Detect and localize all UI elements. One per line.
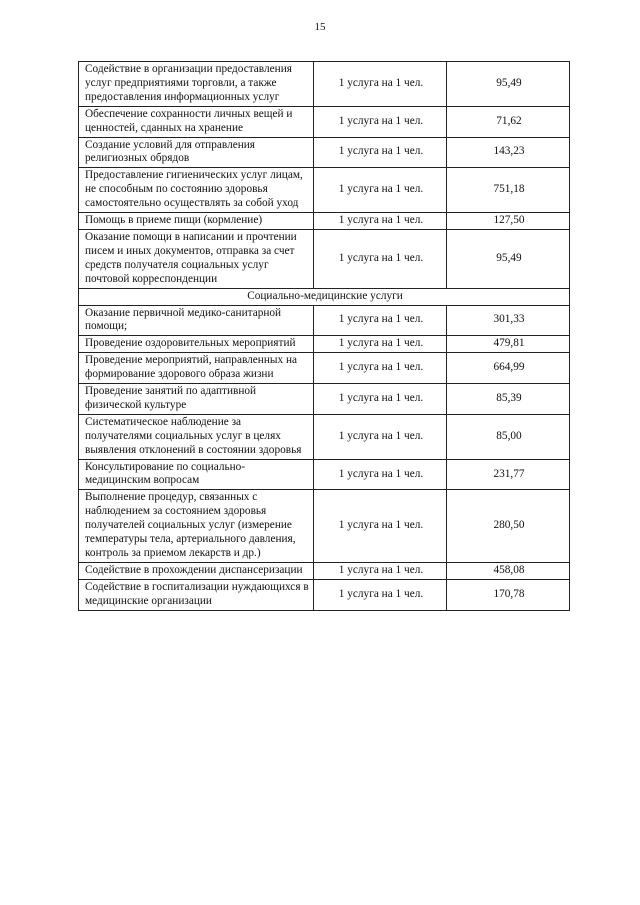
service-price: 143,23 [447, 137, 570, 168]
service-name: Обеспечение сохранности личных вещей и ценностей, сданных на хранение [79, 106, 314, 137]
service-price: 231,77 [447, 459, 570, 490]
service-unit: 1 услуга на 1 чел. [314, 229, 447, 288]
service-name: Содействие в организации предоставления услуг предприятиями торговли, а также предоставления информационных услуг [79, 62, 314, 107]
service-price: 664,99 [447, 353, 570, 384]
service-name: Содействие в госпитализации нуждающихся в медицинские организации [79, 579, 314, 610]
service-price: 458,08 [447, 562, 570, 579]
section-title: Социально-медицинские услуги [79, 288, 570, 305]
table-row [79, 213, 570, 230]
service-unit: 1 услуга на 1 чел. [314, 336, 447, 353]
service-unit: 1 услуга на 1 чел. [314, 213, 447, 230]
table-row [79, 62, 570, 107]
service-name: Помощь в приеме пищи (кормление) [79, 213, 314, 230]
service-unit: 1 услуга на 1 чел. [314, 106, 447, 137]
service-name: Оказание первичной медико-санитарной помощи; [79, 305, 314, 336]
service-price: 301,33 [447, 305, 570, 336]
service-name: Предоставление гигиенических услуг лицам, не способным по состоянию здоровья самостоятельно осуществлять за собой уход [79, 168, 314, 213]
service-price: 751,18 [447, 168, 570, 213]
table-row [79, 414, 570, 459]
service-unit: 1 услуга на 1 чел. [314, 384, 447, 415]
service-unit: 1 услуга на 1 чел. [314, 168, 447, 213]
table-row [79, 229, 570, 288]
page-number: 15 [314, 21, 326, 33]
service-price: 170,78 [447, 579, 570, 610]
service-unit: 1 услуга на 1 чел. [314, 562, 447, 579]
service-price: 95,49 [447, 62, 570, 107]
service-name: Консультирование по социально-медицинским вопросам [79, 459, 314, 490]
service-unit: 1 услуга на 1 чел. [314, 579, 447, 610]
service-unit: 1 услуга на 1 чел. [314, 459, 447, 490]
service-unit: 1 услуга на 1 чел. [314, 62, 447, 107]
service-unit: 1 услуга на 1 чел. [314, 353, 447, 384]
table-row [79, 490, 570, 563]
service-price: 71,62 [447, 106, 570, 137]
service-unit: 1 услуга на 1 чел. [314, 305, 447, 336]
table-row [79, 562, 570, 579]
table-row [79, 336, 570, 353]
services-price-table [78, 61, 570, 611]
service-name: Проведение занятий по адаптивной физической культуре [79, 384, 314, 415]
service-name: Создание условий для отправления религиозных обрядов [79, 137, 314, 168]
table-row [79, 168, 570, 213]
service-name: Проведение мероприятий, направленных на формирование здорового образа жизни [79, 353, 314, 384]
service-unit: 1 услуга на 1 чел. [314, 137, 447, 168]
section-header-row [79, 288, 570, 305]
table-row [79, 137, 570, 168]
service-name: Оказание помощи в написании и прочтении писем и иных документов, отправка за счет средств получателя социальных услуг почтовой корреспонденции [79, 229, 314, 288]
service-price: 479,81 [447, 336, 570, 353]
service-name: Систематическое наблюдение за получателями социальных услуг в целях выявления отклонений в состоянии здоровья [79, 414, 314, 459]
service-price: 85,00 [447, 414, 570, 459]
service-unit: 1 услуга на 1 чел. [314, 490, 447, 563]
table-row [79, 353, 570, 384]
service-name: Содействие в прохождении диспансеризации [79, 562, 314, 579]
service-price: 85,39 [447, 384, 570, 415]
service-price: 280,50 [447, 490, 570, 563]
service-name: Выполнение процедур, связанных с наблюдением за состоянием здоровья получателей социальных услуг (измерение температуры тела, артериального давления, контроль за приемом лекарств и др.) [79, 490, 314, 563]
service-price: 127,50 [447, 213, 570, 230]
table-row [79, 106, 570, 137]
service-unit: 1 услуга на 1 чел. [314, 414, 447, 459]
service-name: Проведение оздоровительных мероприятий [79, 336, 314, 353]
service-price: 95,49 [447, 229, 570, 288]
table-row [79, 305, 570, 336]
table-row [79, 579, 570, 610]
table-row [79, 384, 570, 415]
table-row [79, 459, 570, 490]
